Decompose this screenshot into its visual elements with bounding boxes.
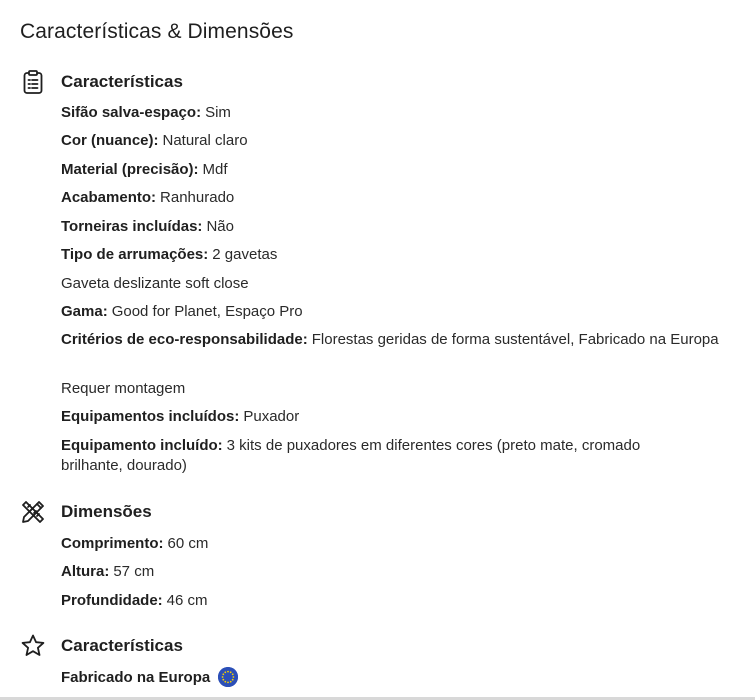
row-value: Sim xyxy=(205,104,231,121)
list-item xyxy=(61,591,208,611)
list-item xyxy=(61,330,721,350)
row-value: Requer montagem xyxy=(61,380,186,397)
star-icon xyxy=(20,633,46,659)
row-label: Sifão salva-espaço: xyxy=(61,104,202,121)
row-label: Equipamentos incluídos: xyxy=(61,408,240,425)
characteristics-title: Características xyxy=(61,72,183,91)
row-label: Altura: xyxy=(61,563,110,580)
list-item xyxy=(61,274,249,294)
row-value: Mdf xyxy=(202,161,228,178)
row-label: Fabricado na Europa xyxy=(61,669,211,686)
row-label: Cor (nuance): xyxy=(61,132,159,149)
row-value: 2 gavetas xyxy=(212,246,278,263)
row-value: Puxador xyxy=(243,408,300,425)
row-value: 60 cm xyxy=(167,535,209,552)
ruler-pencil-icon xyxy=(20,499,46,525)
row-label: Equipamento incluído: xyxy=(61,437,223,454)
row-value: 57 cm xyxy=(113,563,155,580)
row-value: Florestas geridas de forma sustentável, Fabricado na Europa xyxy=(311,331,719,348)
list-item xyxy=(61,302,303,322)
row-label: Critérios de eco-responsabilidade: xyxy=(61,331,308,348)
row-value: 46 cm xyxy=(166,592,208,609)
row-value: Ranhurado xyxy=(160,189,235,206)
row-label: Profundidade: xyxy=(61,592,163,609)
eu-flag-icon xyxy=(218,667,238,687)
list-item xyxy=(61,668,238,688)
list-item xyxy=(61,245,277,265)
list-item xyxy=(61,436,701,476)
row-value: 3 kits de puxadores em diferentes cores (preto mate, cromado brilhante, dourado) xyxy=(61,437,641,474)
list-item xyxy=(61,562,154,582)
row-label: Comprimento: xyxy=(61,535,164,552)
row-label: Acabamento: xyxy=(61,189,157,206)
clipboard-icon xyxy=(20,69,46,95)
page-title: Características & Dimensões xyxy=(20,20,294,43)
dimensions-title: Dimensões xyxy=(61,502,152,521)
list-item xyxy=(61,534,208,554)
list-item xyxy=(61,131,248,151)
list-item xyxy=(61,160,228,180)
list-item xyxy=(61,217,234,237)
row-value: Gaveta deslizante soft close xyxy=(61,275,249,292)
list-item xyxy=(61,188,234,208)
row-value: Good for Planet, Espaço Pro xyxy=(111,303,303,320)
features-title: Características xyxy=(61,636,183,655)
row-label: Torneiras incluídas: xyxy=(61,218,203,235)
list-item xyxy=(61,103,231,123)
row-value: Não xyxy=(206,218,234,235)
list-item xyxy=(61,407,299,427)
row-label: Material (precisão): xyxy=(61,161,199,178)
list-item xyxy=(61,379,185,399)
row-value: Natural claro xyxy=(162,132,248,149)
row-label: Tipo de arrumações: xyxy=(61,246,209,263)
row-label: Gama: xyxy=(61,303,108,320)
